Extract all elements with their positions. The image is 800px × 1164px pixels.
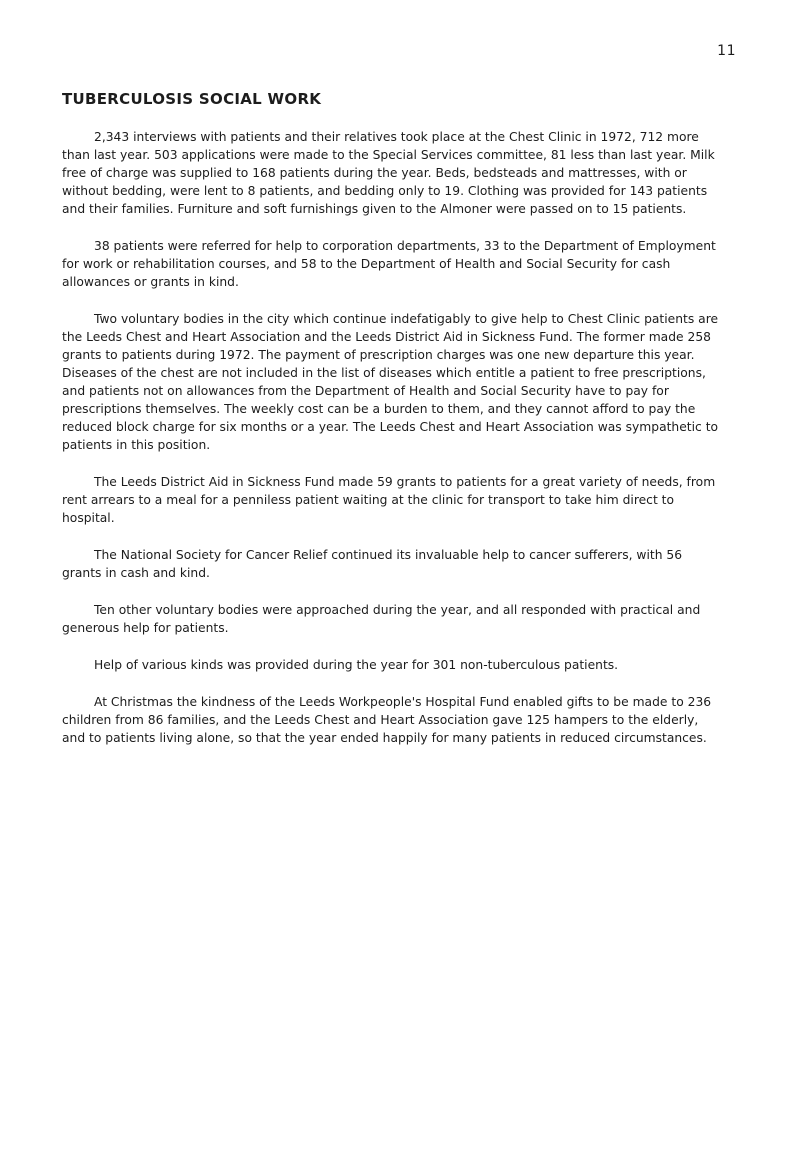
paragraph-voluntary-bodies: Two voluntary bodies in the city which continue indefatigably to give help to Chest Clinic patients are the Leeds Chest and Heart Association and the Leeds District Aid in Sickness Fund. The former made 258 grants to patients during 1972. The payment of prescription charges was one new departure this year. Diseases of the chest are not included in the list of diseases which entitle a patient to free prescriptions, and patients not on allowances from the Department of Health and Social Security have to pay for prescriptions themselves. The weekly cost can be a burden to them, and they cannot afford to pay the reduced block charge for six months or a year. The Leeds Chest and Heart Association was sympathetic to patients in this position. (62, 312, 719, 452)
paragraph-aid-in-sickness: The Leeds District Aid in Sickness Fund made 59 grants to patients for a great variety of needs, from rent arrears to a meal for a penniless patient waiting at the clinic for transport to take him direct to hospital. (62, 475, 716, 525)
paragraph-referrals: 38 patients were referred for help to corporation departments, 33 to the Department of Employment for work or rehabilitation courses, and 58 to the Department of Health and Social Security for cash allowances or grants in kind. (62, 239, 716, 289)
page-number: 11 (717, 43, 736, 59)
paragraph-cancer-relief: The National Society for Cancer Relief continued its invaluable help to cancer sufferers, with 56 grants in cash and kind. (62, 548, 683, 580)
paragraph-interviews: 2,343 interviews with patients and their relatives took place at the Chest Clinic in 1972, 712 more than last year. 503 applications were made to the Special Services committee, 81 less than last year. Milk free of charge was supplied to 168 patients during the year. Beds, bedsteads and mattresses, with or without bedding, were lent to 8 patients, and bedding only to 19. Clothing was provided for 143 patients and their families. Furniture and soft furnishings given to the Almoner were passed on to 15 patients. (62, 130, 715, 216)
section-heading: TUBERCULOSIS SOCIAL WORK (62, 90, 322, 108)
paragraph-christmas: At Christmas the kindness of the Leeds Workpeople's Hospital Fund enabled gifts to be made to 236 children from 86 families, and the Leeds Chest and Heart Association gave 125 hampers to the elderly, and to patients living alone, so that the year ended happily for many patients in reduced circumstances. (62, 695, 712, 745)
paragraph-other-bodies: Ten other voluntary bodies were approached during the year, and all responded with practical and generous help for patients. (62, 603, 701, 635)
body-text (62, 128, 722, 766)
paragraph-non-tuberculous: Help of various kinds was provided during the year for 301 non-tuberculous patients. (94, 658, 619, 672)
